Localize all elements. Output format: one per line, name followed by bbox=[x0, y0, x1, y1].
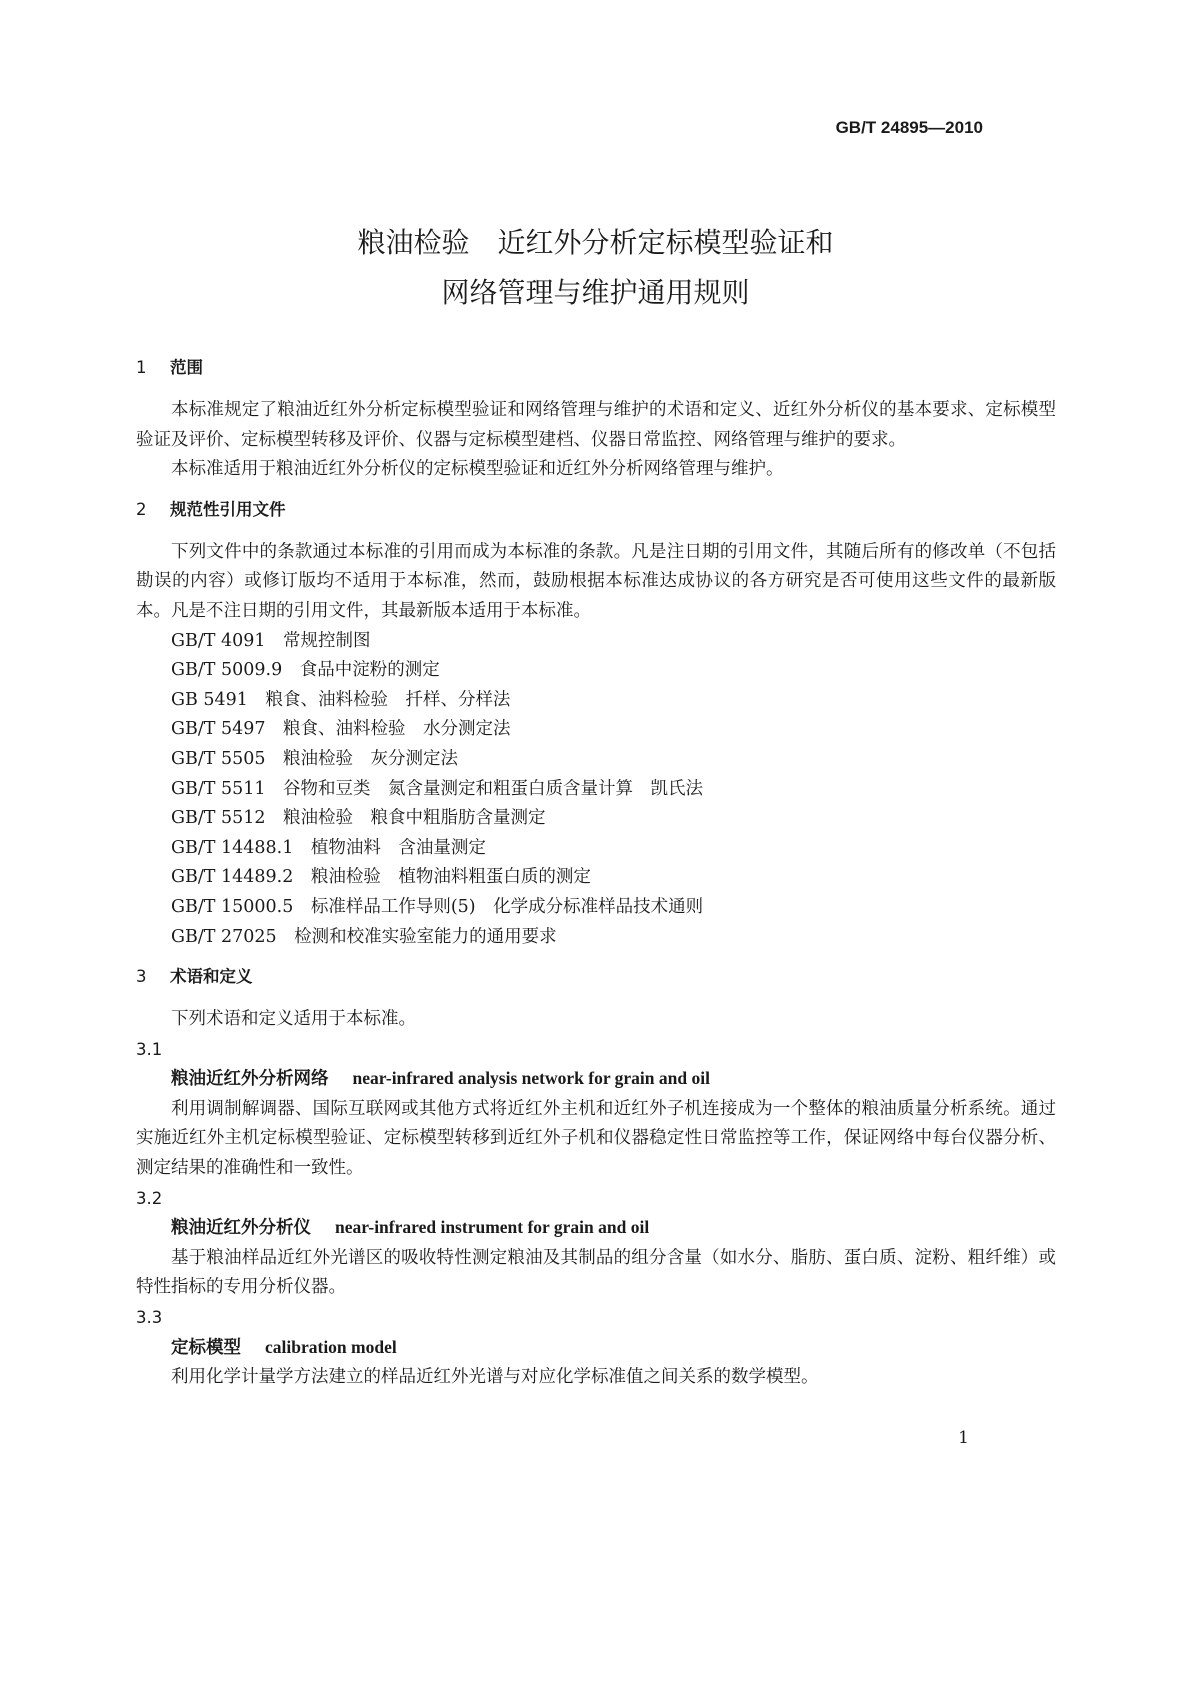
reference-item: GB/T 5511 谷物和豆类 氮含量测定和粗蛋白质含量计算 凯氏法 bbox=[171, 778, 704, 799]
term-heading bbox=[171, 1064, 1056, 1095]
section-number: 1 bbox=[136, 358, 147, 377]
term-en: calibration model bbox=[265, 1336, 397, 1357]
paragraph: 本标准规定了粮油近红外分析定标模型验证和网络管理与维护的术语和定义、近红外分析仪的基本要求、定标模型验证及评价、定标模型转移及评价、仪器与定标模型建档、仪器日常监控、网络管理与维护的要求。 bbox=[136, 400, 1056, 450]
section-heading-scope bbox=[136, 353, 1056, 382]
reference-item: GB/T 27025 检测和校准实验室能力的通用要求 bbox=[171, 926, 557, 947]
term-en: near-infrared instrument for grain and oil bbox=[335, 1217, 650, 1238]
term-number: 3.2 bbox=[136, 1188, 163, 1208]
document-title bbox=[0, 218, 1191, 318]
reference-item: GB/T 5505 粮油检验 灰分测定法 bbox=[171, 748, 459, 769]
document-id: GB/T 24895—2010 bbox=[835, 118, 983, 137]
reference-item: GB/T 14488.1 植物油料 含油量测定 bbox=[171, 837, 486, 858]
reference-item: GB/T 5497 粮食、油料检验 水分测定法 bbox=[171, 719, 511, 740]
term-zh: 定标模型 bbox=[171, 1337, 241, 1358]
title-line-2: 网络管理与维护通用规则 bbox=[441, 276, 750, 309]
term-heading bbox=[171, 1333, 1056, 1364]
section-heading-normative-references bbox=[136, 495, 1056, 524]
section-number: 2 bbox=[136, 499, 147, 519]
term-zh: 粮油近红外分析仪 bbox=[171, 1218, 311, 1239]
paragraph: 下列文件中的条款通过本标准的引用而成为本标准的条款。凡是注日期的引用文件，其随后所有的修改单（不包括勘误的内容）或修订版均不适用于本标准，然而，鼓励根据本标准达成协议的各方研究是否可使用这些文件的最新版本。凡是不注日期的引用文件，其最新版本适用于本标准。 bbox=[136, 541, 1056, 621]
paragraph: 本标准适用于粮油近红外分析仪的定标模型验证和近红外分析网络管理与维护。 bbox=[171, 459, 784, 480]
section-title: 术语和定义 bbox=[170, 967, 253, 987]
reference-item: GB/T 5512 粮油检验 粮食中粗脂肪含量测定 bbox=[171, 808, 546, 829]
term-definition: 利用调制解调器、国际互联网或其他方式将近红外主机和近红外子机连接成为一个整体的粮油质量分析系统。通过实施近红外主机定标模型验证、定标模型转移到近红外子机和仪器稳定性日常监控等工作，保证网络中每台仪器分析、测定结果的准确性和一致性。 bbox=[136, 1098, 1056, 1179]
section-heading-terms-definitions bbox=[136, 962, 1056, 991]
reference-item: GB 5491 粮食、油料检验 扦样、分样法 bbox=[171, 689, 511, 710]
section-number: 3 bbox=[136, 967, 147, 987]
term-heading bbox=[171, 1213, 1056, 1244]
title-line-1: 粮油检验 近红外分析定标模型验证和 bbox=[357, 226, 834, 259]
section-title: 规范性引用文件 bbox=[170, 499, 286, 519]
paragraph: 下列术语和定义适用于本标准。 bbox=[171, 1009, 416, 1030]
document-body bbox=[136, 353, 1056, 1393]
term-zh: 粮油近红外分析网络 bbox=[171, 1069, 329, 1090]
reference-item: GB/T 14489.2 粮油检验 植物油料粗蛋白质的测定 bbox=[171, 867, 591, 888]
term-definition: 基于粮油样品近红外光谱区的吸收特性测定粮油及其制品的组分含量（如水分、脂肪、蛋白质、淀粉、粗纤维）或特性指标的专用分析仪器。 bbox=[136, 1247, 1056, 1298]
section-title: 范围 bbox=[170, 358, 203, 377]
term-number: 3.1 bbox=[136, 1039, 163, 1059]
term-en: near-infrared analysis network for grain and oil bbox=[352, 1068, 710, 1089]
reference-item: GB/T 15000.5 标准样品工作导则(5) 化学成分标准样品技术通则 bbox=[171, 896, 704, 917]
page-number: 1 bbox=[958, 1428, 969, 1448]
reference-item: GB/T 4091 常规控制图 bbox=[171, 630, 371, 651]
term-definition: 利用化学计量学方法建立的样品近红外光谱与对应化学标准值之间关系的数学模型。 bbox=[171, 1367, 819, 1388]
term-number: 3.3 bbox=[136, 1308, 163, 1328]
reference-item: GB/T 5009.9 食品中淀粉的测定 bbox=[171, 660, 440, 681]
